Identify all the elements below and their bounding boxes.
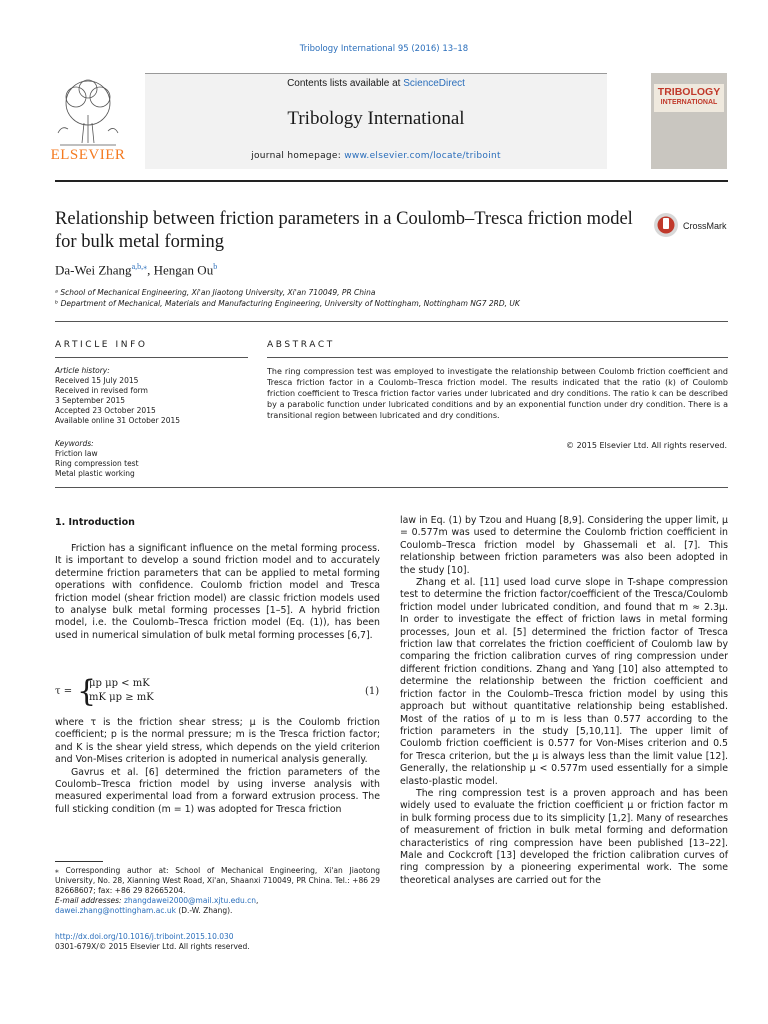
intro-paragraph: where τ is the friction shear stress; μ is the Coulomb friction coefficient; p is the normal pressure; m is the Tresca friction factor; and K is the shear yield stress, which depends on the yield criterion and Von-Mises criterion is adopted in numerical analysis generally. Gavrus et al. [6] determined the friction parameters of the Coulomb–Tresca friction model by using inverse analysis with measured experimental load from a forward extrusion process. The full sticking condition (m = 1) was adopted for Tresca friction	[55, 717, 380, 815]
keyword: Metal plastic working	[55, 469, 135, 478]
cover-title: TRIBOLOGY	[657, 86, 721, 98]
affiliation-b: ᵇ Department of Mechanical, Materials and Manufacturing Engineering, University of Nottingham, Nottingham NG7 2RD, UK	[55, 299, 520, 308]
keywords: Keywords: Friction law Ring compression test Metal plastic working	[55, 439, 255, 479]
email-link[interactable]: dawei.zhang@nottingham.ac.uk	[55, 906, 176, 915]
article-info-heading: ARTICLE INFO	[55, 340, 148, 350]
author-list: Da-Wei Zhang$^{a,b,⁎}$, Hengan Ou$^b$	[55, 262, 218, 278]
doi-block: http://dx.doi.org/10.1016/j.triboint.2015.10.030 0301-679X/© 2015 Elsevier Ltd. All rights reserved.	[55, 932, 250, 951]
article-title: Relationship between friction parameters in a Coulomb–Tresca friction model for bulk metal forming	[55, 209, 633, 252]
crossmark-icon[interactable]	[653, 212, 679, 238]
cover-subtitle: INTERNATIONAL	[660, 99, 718, 106]
intro-right-column: law in Eq. (1) by Tzou and Huang [8,9]. Considering the upper limit, μ = 0.577m was used to determine the Coulomb friction coefficient in Coulomb–Tresca friction model by Ghassemali et al. [7]. This relationship between friction parameters was also been adopted in the study [10]. Zhang et al. [11] used load curve slope in T-shape compression test to determine the friction factor/coefficient of the Tresca/Coulomb friction model under lubricated condition, and found that m ≈ 2.3μ. In order to investigate the effect of friction laws in metal forming processes, Joun et al. [5] determined the friction factor of Tresca friction law that correlates the friction coefficient of Coulomb law by comparing the friction calibration curves of ring compression under different friction conditions. Zhang and Yang [10] also attempted to determine the relationship between the friction coefficient and friction factor in the Coulomb–Tresca friction model by using this approach but without quantitative relationship being established. Most of the ratios of μ to m is less than 0.577 according to the friction parameters in the study [5,10,11]. The upper limit of Coulomb friction coefficient is 0.577 for Von-Mises criterion and 0.5 for Tresca criterion, but the μ is always less than the limit value [12]. Generally, the relationship μ < 0.577m used essentially for a simple elasto-plastic model. The ring compression test is a proven approach and has been widely used to evaluate the friction coefficient μ or friction factor m in bulk forming process due to its simplicity [1,2]. Many of researches of measurement of friction in bulk metal forming and deformation characteristics of ring compression have been published [13–22]. Male and Cockcroft [13] developed the friction calibration curves of ring compression by a pioneering experimental work. The some theoretical analyses are carried out for the	[400, 515, 728, 886]
header-divider	[55, 180, 728, 182]
section-heading: 1. Introduction	[55, 517, 135, 528]
doi-link[interactable]: http://dx.doi.org/10.1016/j.triboint.2015.10.030	[55, 932, 234, 941]
author-name[interactable]: Da-Wei Zhang	[55, 262, 132, 278]
affiliation-a: ᵃ School of Mechanical Engineering, Xi'an Jiaotong University, Xi'an 710049, PR China	[55, 288, 376, 297]
article-history: Article history: Received 15 July 2015 Received in revised form 3 September 2015 Accepted 23 October 2015 Available online 31 October 2015	[55, 366, 255, 426]
divider	[267, 357, 728, 358]
contents-line: Contents lists available at ScienceDirect	[287, 78, 465, 89]
email-link[interactable]: zhangdawei2000@mail.xjtu.edu.cn	[123, 896, 256, 905]
intro-paragraph: Friction has a significant influence on the metal forming process. It is important to develop a sound friction model and to accurately determine friction parameters that can be applied to metal forming operations with confidence. Coulomb friction model and Tresca friction model (shear friction model) are classic friction models used to analyse bulk metal forming processes [1–5]. A hybrid friction model, i.e. the Coulomb–Tresca friction model (Eq. (1)), has been used in numerical simulation of bulk metal forming processes [6,7].	[55, 543, 380, 641]
history-item: Accepted 23 October 2015	[55, 406, 156, 415]
sciencedirect-link[interactable]: ScienceDirect	[403, 78, 465, 89]
abstract-heading: ABSTRACT	[267, 340, 335, 350]
corresponding-author-footnote: ⁎ Corresponding author at: School of Mechanical Engineering, Xi'an Jiaotong University, No. 28, Xianning West Road, Xi'an, Shaanxi 710049, PR China. Tel.: +86 29 82668607; fax: +86 29 82665204. E-mail addresses: zhangdawei2000@mail.xjtu.edu.cn, dawei.zhang@nottingham.ac.uk (D.-W. Zhang).	[55, 866, 380, 915]
homepage-link[interactable]: www.elsevier.com/locate/triboint	[344, 151, 501, 161]
abstract-copyright: © 2015 Elsevier Ltd. All rights reserved.	[566, 441, 727, 450]
divider	[55, 487, 728, 488]
journal-homepage: journal homepage: www.elsevier.com/locate/triboint	[251, 151, 501, 161]
history-item: Received in revised form	[55, 386, 148, 395]
author-name[interactable]: Hengan Ou	[153, 262, 214, 278]
equation-1: τ = { μp μp < mK mK μp ≥ mK (1)	[55, 674, 380, 709]
keyword: Ring compression test	[55, 459, 139, 468]
divider	[55, 357, 248, 358]
abstract-text: The ring compression test was employed to investigate the relationship between Coulomb friction coefficient and Tresca friction factor in a Coulomb–Tresca friction model. The results indicated that the ratio (k) of Coulomb friction coefficient to Tresca friction factor varies under lubricated and dry conditions. The ratio k can be described by a parabolic function under lubricated conditions and by an exponential function under dry condition. There is a transitional region between lubricated and dry conditions.	[267, 367, 728, 420]
journal-reference[interactable]: Tribology International 95 (2016) 13–18	[299, 44, 469, 54]
divider	[55, 321, 728, 322]
footnote-divider	[55, 861, 103, 862]
elsevier-wordmark: ELSEVIER	[50, 147, 126, 163]
history-item: Available online 31 October 2015	[55, 416, 181, 425]
journal-title: Tribology International	[287, 108, 465, 129]
keyword: Friction law	[55, 449, 98, 458]
history-item: 3 September 2015	[55, 396, 126, 405]
history-item: Received 15 July 2015	[55, 376, 139, 385]
crossmark-label[interactable]: CrossMark	[683, 221, 727, 231]
